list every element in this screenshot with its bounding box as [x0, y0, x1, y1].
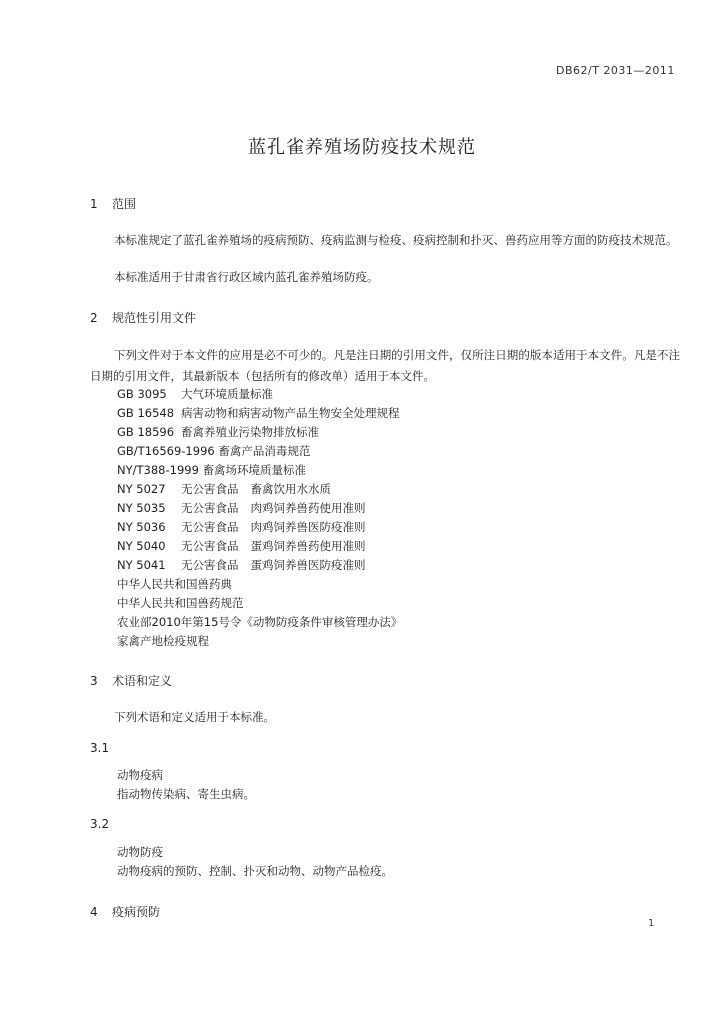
reference-row [117, 442, 310, 461]
section-title: 规范性引用文件 [112, 311, 197, 325]
section-title: 范围 [112, 197, 137, 211]
section-number: 1 [90, 197, 98, 211]
section-4-heading [90, 903, 160, 920]
reference-plain: 中华人民共和国兽药规范 [117, 596, 244, 610]
reference-code: NY 5027 [117, 482, 166, 496]
reference-code: GB 18596 [117, 425, 175, 439]
term-3-2-definition: 动物疫病的预防、控制、扑灭和动物、动物产品检疫。 [117, 864, 393, 878]
term-3-2-name: 动物防疫 [117, 845, 163, 859]
reference-plain: 中华人民共和国兽药典 [117, 577, 232, 591]
section-1-paragraph-2: 本标准适用于甘肃省行政区域内蓝孔雀养殖场防疫。 [114, 270, 379, 284]
term-3-1-name: 动物疫病 [117, 768, 163, 782]
reference-title: 病害动物和病害动物产品生物安全处理规程 [181, 406, 400, 420]
section-number: 4 [90, 905, 98, 919]
reference-title: 蛋鸡饲养兽医防疫准则 [250, 558, 366, 572]
term-3-1-definition: 指动物传染病、寄生虫病。 [117, 787, 255, 801]
section-2-intro: 下列文件对于本文件的应用是必不可少的。凡是注日期的引用文件，仅所注日期的版本适用于本文件。凡是不注日期的引用文件，其最新版本（包括所有的修改单）适用于本文件。 [90, 348, 680, 383]
reference-title: 大气环境质量标准 [181, 387, 273, 401]
reference-category: 无公害食品 [181, 482, 239, 496]
term-3-1-number: 3.1 [90, 741, 110, 755]
document-code: DB62/T 2031—2011 [556, 64, 675, 77]
reference-row [117, 461, 306, 480]
reference-title: 畜禽场环境质量标准 [202, 463, 307, 477]
reference-title: 畜禽产品消毒规范 [218, 444, 311, 458]
reference-category: 无公害食品 [181, 558, 239, 572]
section-number: 3 [90, 674, 98, 688]
reference-row [117, 480, 331, 499]
page-number: 1 [648, 918, 655, 929]
reference-title: 蛋鸡饲养兽药使用准则 [250, 539, 366, 553]
reference-code: GB/T16569-1996 [117, 444, 215, 458]
reference-row [117, 518, 366, 537]
reference-row [117, 499, 366, 518]
section-1-heading [90, 195, 136, 212]
reference-code: NY/T388-1999 [117, 463, 199, 477]
reference-code: NY 5041 [117, 558, 166, 572]
reference-title: 畜禽养殖业污染物排放标准 [181, 425, 319, 439]
section-3-heading [90, 672, 172, 689]
section-title: 术语和定义 [112, 674, 173, 688]
reference-code: NY 5036 [117, 520, 166, 534]
section-1-paragraph-1: 本标准规定了蓝孔雀养殖场的疫病预防、疫病监测与检疫、疫病控制和扑灭、兽药应用等方面的防疫技术规范。 [114, 233, 678, 247]
reference-plain: 家禽产地检疫规程 [117, 634, 209, 648]
reference-code: GB 16548 [117, 406, 175, 420]
reference-category: 无公害食品 [181, 539, 239, 553]
section-2-heading [90, 309, 196, 326]
reference-row [117, 556, 366, 575]
reference-category: 无公害食品 [181, 520, 239, 534]
reference-title: 畜禽饮用水水质 [250, 482, 331, 496]
section-title: 疫病预防 [112, 905, 161, 919]
reference-title: 肉鸡饲养兽医防疫准则 [250, 520, 366, 534]
reference-code: NY 5035 [117, 501, 166, 515]
term-3-2-number: 3.2 [90, 817, 110, 831]
page-title: 蓝孔雀养殖场防疫技术规范 [248, 137, 476, 158]
reference-title: 肉鸡饲养兽药使用准则 [250, 501, 366, 515]
reference-plain: 农业部2010年第15号令《动物防疫条件审核管理办法》 [117, 615, 403, 629]
reference-row [117, 404, 400, 423]
reference-row [117, 537, 366, 556]
reference-row [117, 385, 273, 404]
reference-code: GB 3095 [117, 387, 167, 401]
section-3-intro: 下列术语和定义适用于本标准。 [114, 710, 275, 724]
section-number: 2 [90, 311, 98, 325]
reference-code: NY 5040 [117, 539, 166, 553]
reference-category: 无公害食品 [181, 501, 239, 515]
reference-row [117, 423, 319, 442]
